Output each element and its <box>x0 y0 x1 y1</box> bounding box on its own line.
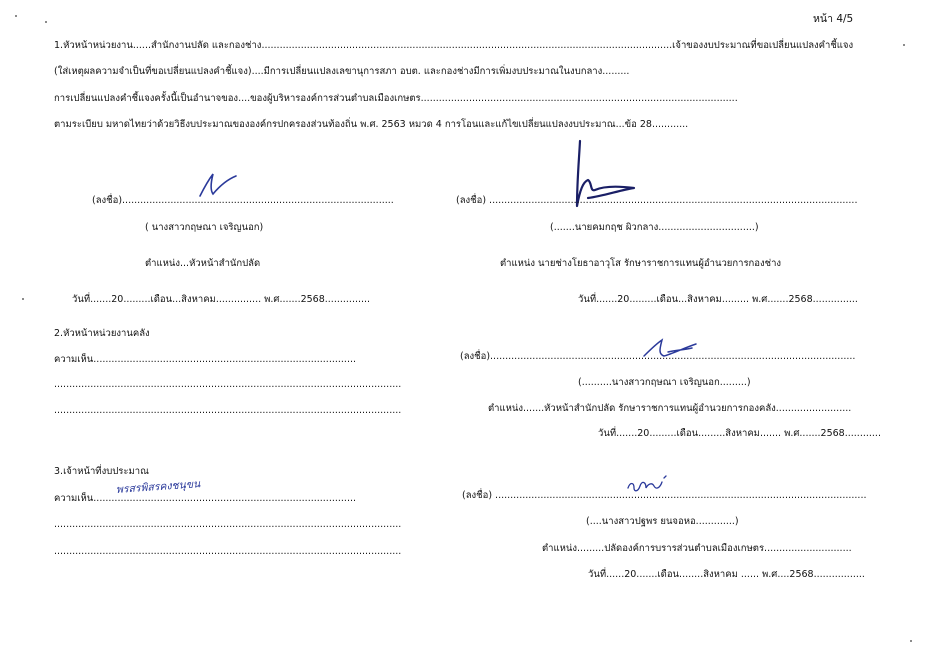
signer-name: (....นางสาวปฐพร ยนจอหอ.............) <box>586 516 739 527</box>
scan-speck <box>22 298 24 300</box>
request-line-3: การเปลี่ยนแปลงคำชี้แจงครั้งนี้เป็นอำนาจของ....ของผู้บริหารองค์การส่วนตำบลเมืองเกษตร......................................................................................................... <box>54 93 738 104</box>
opinion-line: ................................................................................................................... <box>54 405 402 416</box>
signer-name: ( นางสาวกฤษณา เจริญนอก) <box>145 222 264 233</box>
sign-line: (ลงชื่อ) .......................................................................................................................... <box>456 195 858 206</box>
scan-speck <box>910 640 912 642</box>
opinion-label: ความเห็น....................................................................................... <box>54 354 357 365</box>
sign-line: (ลงชื่อ)......................................................................................................................... <box>460 351 856 362</box>
request-line-1: 1.หัวหน้าหน่วยงาน......สำนักงานปลัด และกองช่าง........................................................................................................................................เจ้าของงบประมาณที่ขอเปลี่ยนแปลงคำชี้แจง <box>54 40 854 51</box>
sign-date: วันที่.......20.........เดือน...สิงหาคม............... พ.ศ.......2568............... <box>72 294 371 305</box>
signer-position: ตำแหน่ง นายช่างโยธาอาวุโส รักษาราชการแทนผู้อำนวยการกองช่าง <box>500 258 782 269</box>
sign-date: วันที่.......20.........เดือน.........สิงหาคม....... พ.ศ.......2568............ <box>598 428 881 439</box>
signer-position: ตำแหน่ง.........ปลัดองค์การบรารส่วนตำบลเมืองเกษตร............................. <box>542 543 852 554</box>
sign-line: (ลงชื่อ).......................................................................................... <box>92 195 394 206</box>
signer-name: (..........นางสาวกฤษณา เจริญนอก.........) <box>578 377 751 388</box>
signer-position: ตำแหน่ง...หัวหน้าสำนักปลัด <box>145 258 261 269</box>
signer-name: (.......นายคมกฤช ผิวกลาง................................) <box>550 222 759 233</box>
scan-speck <box>903 44 905 46</box>
opinion-label: ความเห็น....................................................................................... <box>54 493 357 504</box>
sign-date: วันที่.......20.........เดือน...สิงหาคม......... พ.ศ.......2568............... <box>578 294 858 305</box>
sign-date: วันที่......20.......เดือน........สิงหาคม ...... พ.ศ....2568................. <box>588 569 865 580</box>
section-heading: 2.หัวหน้าหน่วยงานคลัง <box>54 328 150 339</box>
request-line-2: (ใส่เหตุผลความจำเป็นที่ขอเปลี่ยนแปลงคำชี้แจง)....มีการเปลี่ยนแปลงเลขานุการสภา อบต. และกองช่างมีการเพิ่มงบประมาณในงบกลาง......... <box>54 66 630 77</box>
scan-speck <box>45 21 47 23</box>
handwritten-opinion: พรสรพิสรคงชนุขน <box>115 478 201 496</box>
scan-speck <box>15 15 17 17</box>
section-heading: 3.เจ้าหน้าที่งบประมาณ <box>54 466 149 477</box>
sign-line: (ลงชื่อ) ........................................................................................................................... <box>462 490 867 501</box>
request-line-4: ตามระเบียบ มหาดไทยว่าด้วยวิธีงบประมาณขององค์กรปกครองส่วนท้องถิ่น พ.ศ. 2563 หมวด 4 การโอนและแก้ไขเปลี่ยนแปลงงบประมาณ...ข้อ 28............ <box>54 119 689 130</box>
signer-position: ตำแหน่ง.......หัวหน้าสำนักปลัด รักษาราชการแทนผู้อำนวยการกองคลัง......................... <box>488 403 852 414</box>
opinion-line: ................................................................................................................... <box>54 519 402 530</box>
page-number: หน้า 4/5 <box>813 13 854 25</box>
opinion-line: ................................................................................................................... <box>54 379 402 390</box>
opinion-line: ................................................................................................................... <box>54 546 402 557</box>
